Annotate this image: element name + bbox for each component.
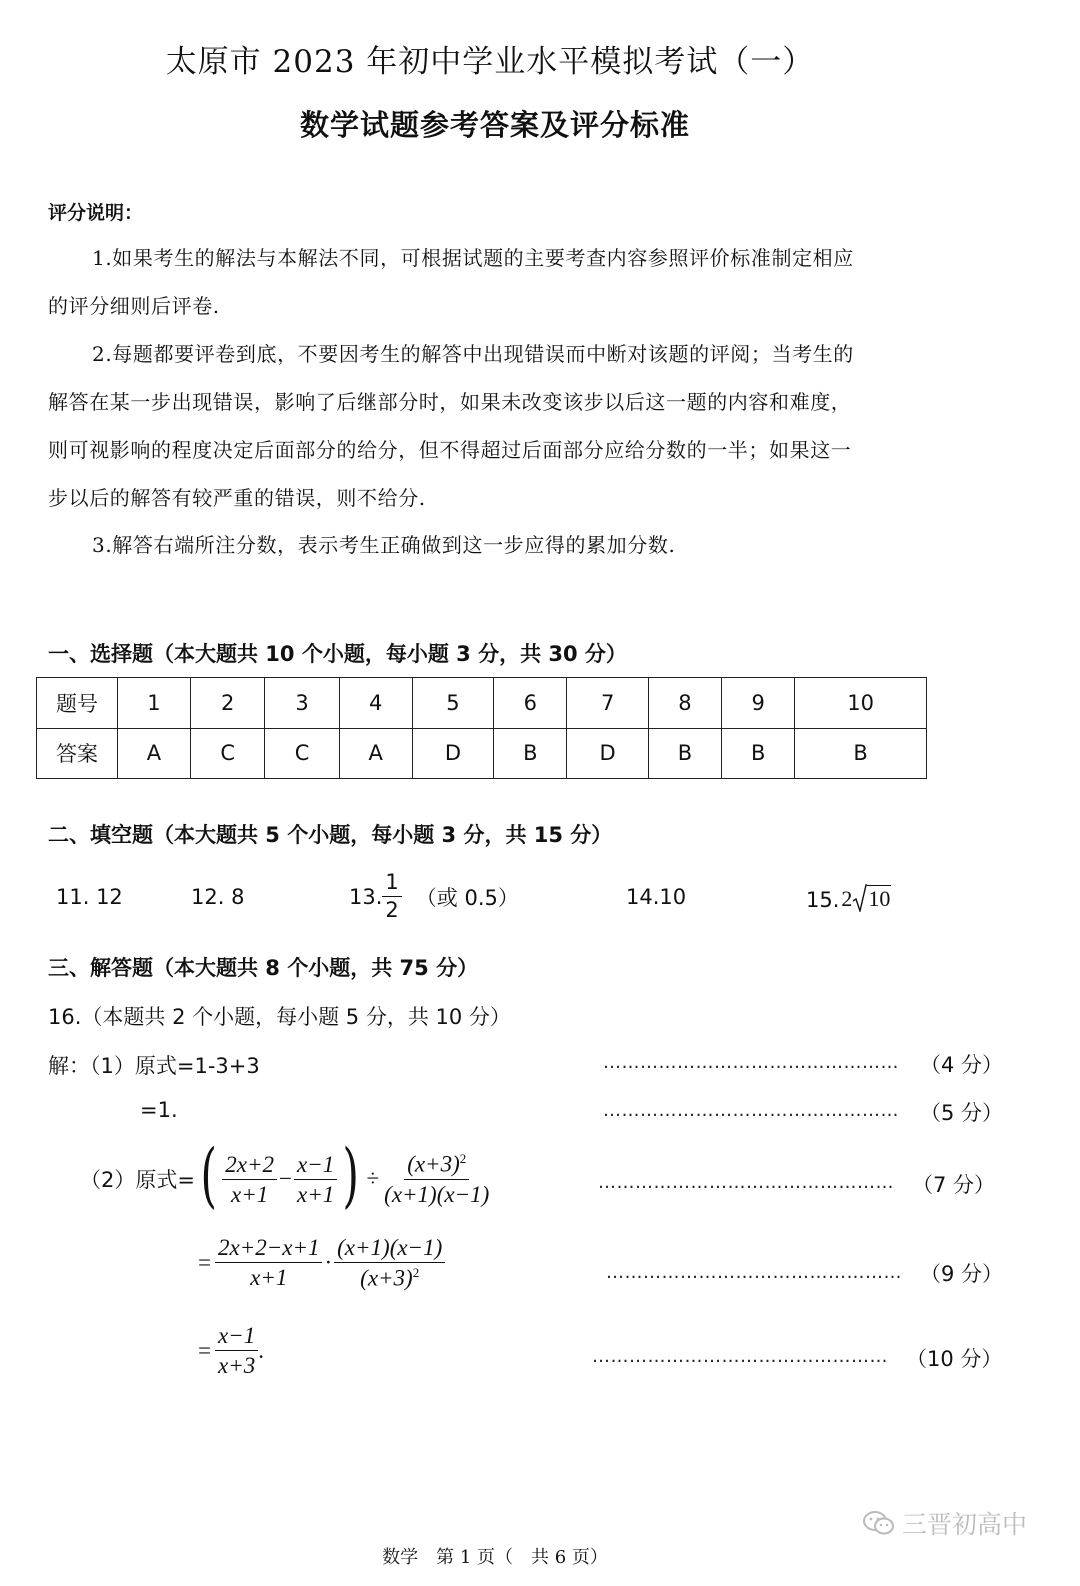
fraction-denominator: 2 <box>385 898 399 922</box>
question-number: 8 <box>648 678 721 729</box>
divide-sign: ÷ <box>366 1166 380 1191</box>
note-1-line-1: 1.如果考生的解法与本解法不同，可根据试题的主要考查内容参照评价标准制定相应 <box>92 246 854 270</box>
question-number: 2 <box>190 678 264 729</box>
table-row-numbers <box>37 678 927 729</box>
sqrt-icon <box>853 884 867 912</box>
score-9: （9 分） <box>920 1262 1004 1286</box>
multiply-dot: · <box>324 1249 333 1275</box>
exponent: 2 <box>459 1151 467 1167</box>
left-paren-icon: ( <box>200 1134 217 1216</box>
section-2-heading: 二、填空题（本大题共 5 个小题，每小题 3 分，共 15 分） <box>48 823 613 847</box>
answer-15 <box>806 884 891 912</box>
question-number: 10 <box>795 678 927 729</box>
leader-dots: ………………………………………… <box>603 1100 899 1121</box>
question-number: 3 <box>265 678 339 729</box>
fraction-numerator: 2x+2 <box>222 1153 277 1180</box>
fraction <box>215 1236 322 1289</box>
watermark-text: 三晋初高中 <box>902 1510 1028 1539</box>
fraction-denominator <box>357 1263 422 1290</box>
fraction-denominator: x+1 <box>231 1181 269 1207</box>
q16-heading: 16.（本题共 2 个小题，每小题 5 分，共 10 分） <box>48 1005 511 1029</box>
answer-13-alt: （或 0.5） <box>415 885 519 910</box>
section-1-heading: 一、选择题（本大题共 10 个小题，每小题 3 分，共 30 分） <box>48 642 627 666</box>
answer-cell: D <box>412 728 494 779</box>
equals-sign: = <box>198 1249 211 1275</box>
note-3 <box>48 521 928 569</box>
notes-heading: 评分说明： <box>48 202 144 224</box>
note-2-line-4: 步以后的解答有较严重的错误，则不给分. <box>48 486 426 510</box>
note-2-line-3: 则可视影响的程度决定后面部分的给分，但不得超过后面部分应给分数的一半；如果这一 <box>48 438 852 462</box>
wechat-icon <box>862 1509 896 1537</box>
right-paren-icon: ) <box>342 1134 360 1216</box>
numerator-base: (x+3) <box>407 1151 460 1177</box>
answer-cell: C <box>265 728 339 779</box>
solution-1-step-1: 解：（1）原式=1-3+3 <box>48 1054 260 1078</box>
exponent: 2 <box>412 1265 420 1280</box>
fraction-denominator: x+1 <box>297 1181 335 1207</box>
answer-11: 11. 12 <box>56 885 123 909</box>
solution-1-step-2: =1. <box>140 1098 178 1122</box>
leader-dots: ………………………………………… <box>603 1052 899 1073</box>
fraction-numerator: 1 <box>382 872 401 897</box>
fraction <box>334 1236 445 1290</box>
fraction-denominator: x+1 <box>250 1265 288 1291</box>
fraction-numerator <box>404 1152 469 1180</box>
question-number: 5 <box>412 678 494 729</box>
table-row-answers <box>37 728 927 779</box>
section-3-heading: 三、解答题（本大题共 8 个小题，共 75 分） <box>48 956 479 980</box>
score-5: （5 分） <box>920 1101 1004 1125</box>
answer-14: 14.10 <box>626 885 687 909</box>
watermark <box>862 1505 1027 1541</box>
note-2-line-2: 解答在某一步出现错误，影响了后继部分时，如果未改变该步以后这一题的内容和难度， <box>48 390 852 414</box>
note-1-line-2: 的评分细则后评卷. <box>48 294 220 318</box>
fraction <box>222 1153 277 1206</box>
answer-cell: C <box>190 728 264 779</box>
document-subtitle: 数学试题参考答案及评分标准 <box>299 108 690 142</box>
score-7: （7 分） <box>912 1173 996 1197</box>
question-number: 6 <box>494 678 567 729</box>
fraction-denominator: x+3 <box>217 1353 256 1378</box>
question-number: 4 <box>339 678 412 729</box>
solution-2-label: （2）原式= <box>80 1168 195 1192</box>
question-number: 7 <box>567 678 649 729</box>
note-1 <box>48 234 928 330</box>
answer-13-fraction <box>382 872 401 921</box>
minus-sign: − <box>279 1166 292 1191</box>
solution-2-step-2 <box>198 1236 445 1290</box>
row-label-number: 题号 <box>37 678 118 729</box>
note-2 <box>48 330 928 522</box>
answer-15-prefix: 15. <box>806 888 840 912</box>
answer-table <box>36 677 927 779</box>
answer-cell: A <box>118 728 191 779</box>
note-2-line-1: 2.每题都要评卷到底，不要因考生的解答中出现错误而中断对该题的评阅；当考生的 <box>92 342 854 366</box>
note-3-line-1: 3.解答右端所注分数，表示考生正确做到这一步应得的累加分数. <box>92 533 676 557</box>
answer-cell: A <box>339 728 412 779</box>
fraction-denominator: (x+1)(x−1) <box>384 1181 490 1207</box>
answer-13-prefix: 13. <box>349 884 383 909</box>
answer-12: 12. 8 <box>191 885 245 909</box>
score-10: （10 分） <box>906 1347 1003 1371</box>
question-number: 1 <box>118 678 191 729</box>
answer-15-coef: 2 <box>841 886 853 911</box>
score-4: （4 分） <box>920 1053 1004 1077</box>
document-title: 太原市 2023 年初中学业水平模拟考试（一） <box>165 44 815 80</box>
leader-dots: ………………………………………… <box>606 1262 902 1283</box>
fraction-numerator: x−1 <box>294 1153 337 1180</box>
fraction <box>381 1152 492 1206</box>
answer-cell: B <box>648 728 721 779</box>
page-footer: 数学 第 1 页（ 共 6 页） <box>382 1547 608 1568</box>
fraction-numerator: (x+1)(x−1) <box>334 1236 445 1263</box>
question-number: 9 <box>722 678 795 729</box>
answer-15-radicand: 10 <box>868 886 891 911</box>
answer-cell: B <box>494 728 567 779</box>
answer-13 <box>349 872 519 921</box>
answer-cell: D <box>567 728 649 779</box>
fraction-numerator: 2x+2−x+1 <box>215 1236 322 1263</box>
denominator-base: (x+3) <box>360 1265 413 1291</box>
fraction <box>294 1153 337 1206</box>
fraction-numerator: x−1 <box>215 1324 258 1351</box>
period: . <box>258 1337 264 1363</box>
fraction <box>215 1324 258 1377</box>
leader-dots: ………………………………………… <box>598 1172 894 1193</box>
solution-2-step-3 <box>198 1324 264 1377</box>
answer-cell: B <box>795 728 927 779</box>
solution-2-step-1 <box>80 1134 492 1216</box>
leader-dots: ………………………………………… <box>592 1346 888 1367</box>
row-label-answer: 答案 <box>37 728 118 779</box>
answer-cell: B <box>722 728 795 779</box>
equals-sign: = <box>198 1337 211 1363</box>
